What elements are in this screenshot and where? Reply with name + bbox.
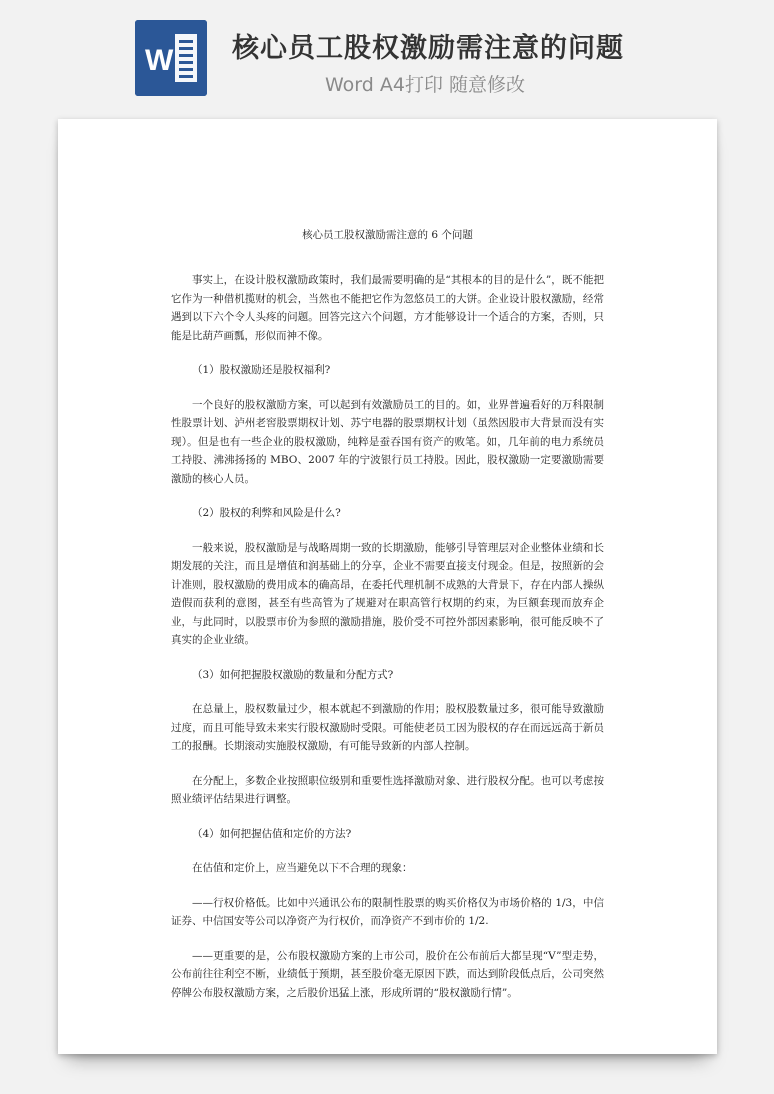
paragraph: 一个良好的股权激励方案，可以起到有效激励员工的目的。如，业界普遍看好的万科限制性股票计划、泸州老窖股票期权计划、苏宁电器的股票期权计划（虽然因股市大背景而没有实现）。但是也有一些企业的股权激励，纯粹是蚕吞国有资产的败笔。如，几年前的电力系统员工持股、沸沸扬扬的 MBO、2007 年的宁波银行员工持股。因此，股权激励一定要激励需要激励的核心人员。 — [171, 398, 604, 485]
document-title: 核心员工股权激励需注意的 6 个问题 — [302, 229, 473, 241]
paragraph: 在总量上，股权数量过少，根本就起不到激励的作用；股权股数量过多，很可能导致激励过度，而且可能导致未来实行股权激励时受限。可能使老员工因为股权的存在而远远高于新员工的报酬。长期滚动实施股权激励，有可能导致新的内部人控制。 — [171, 703, 604, 752]
paragraph: 一般来说，股权激励是与战略周期一致的长期激励，能够引导管理层对企业整体业绩和长期发展的关注，而且是增值和润基础上的分享，企业不需要直接支付现金。但是，按照新的会计准则，股权激励的费用成本的确高昂，在委托代理机制不成熟的大背景下，存在内部人操纵造假而获利的意图，甚至有些高管为了规避对在职高管行权期的约束，为巨额套现而放弃企业，与此同时，以股票市价为参照的激励措施，股价受不可控外部因素影响，很可能反映不了真实的企业业绩。 — [171, 541, 604, 646]
page-title: 核心员工股权激励需注意的问题 — [232, 33, 624, 64]
paragraph: 在分配上，多数企业按照职位级别和重要性选择激励对象、进行股权分配。也可以考虑按照业绩评估结果进行调整。 — [171, 774, 604, 805]
header — [0, 0, 774, 110]
section-heading: （1）股权激励还是股权福利? — [192, 364, 331, 376]
section-heading: （4）如何把握估值和定价的方法? — [192, 827, 352, 840]
section-heading: （2）股权的利弊和风险是什么? — [192, 507, 341, 519]
paragraph: ——行权价格低。比如中兴通讯公布的限制性股票的购买价格仅为市场价格的 1/3，中信证券、中信国安等公司以净资产为行权价，而净资产不到市价的 1/2. — [171, 896, 604, 927]
paragraph: 事实上，在设计股权激励政策时，我们最需要明确的是“其根本的目的是什么”，既不能把它作为一种借机揽财的机会，当然也不能把它作为忽悠员工的大饼。企业设计股权激励，经常遇到以下六个令人头疼的问题。回答完这六个问题，方才能够设计一个适合的方案，否则，只能是比葫芦画瓢，形似而神不像。 — [171, 274, 604, 342]
page-subtitle: Word A4打印 随意修改 — [325, 74, 526, 96]
document-page — [58, 119, 717, 1054]
paragraph: ——更重要的是，公布股权激励方案的上市公司，股价在公布前后大都呈现“V”型走势，公布前往往利空不断，业绩低于预期，甚至股价毫无原因下跌，而达到阶段低点后，公司突然停牌公布股权激励方案，之后股价迅猛上涨，形成所谓的“股权激励行情”。 — [171, 949, 604, 999]
document-body — [171, 271, 604, 1018]
word-icon — [135, 20, 207, 96]
section-heading: （3）如何把握股权激励的数量和分配方式? — [192, 668, 394, 681]
paragraph: 在估值和定价上，应当避免以下不合理的现象： — [192, 862, 413, 874]
svg-text:W: W — [145, 44, 174, 77]
